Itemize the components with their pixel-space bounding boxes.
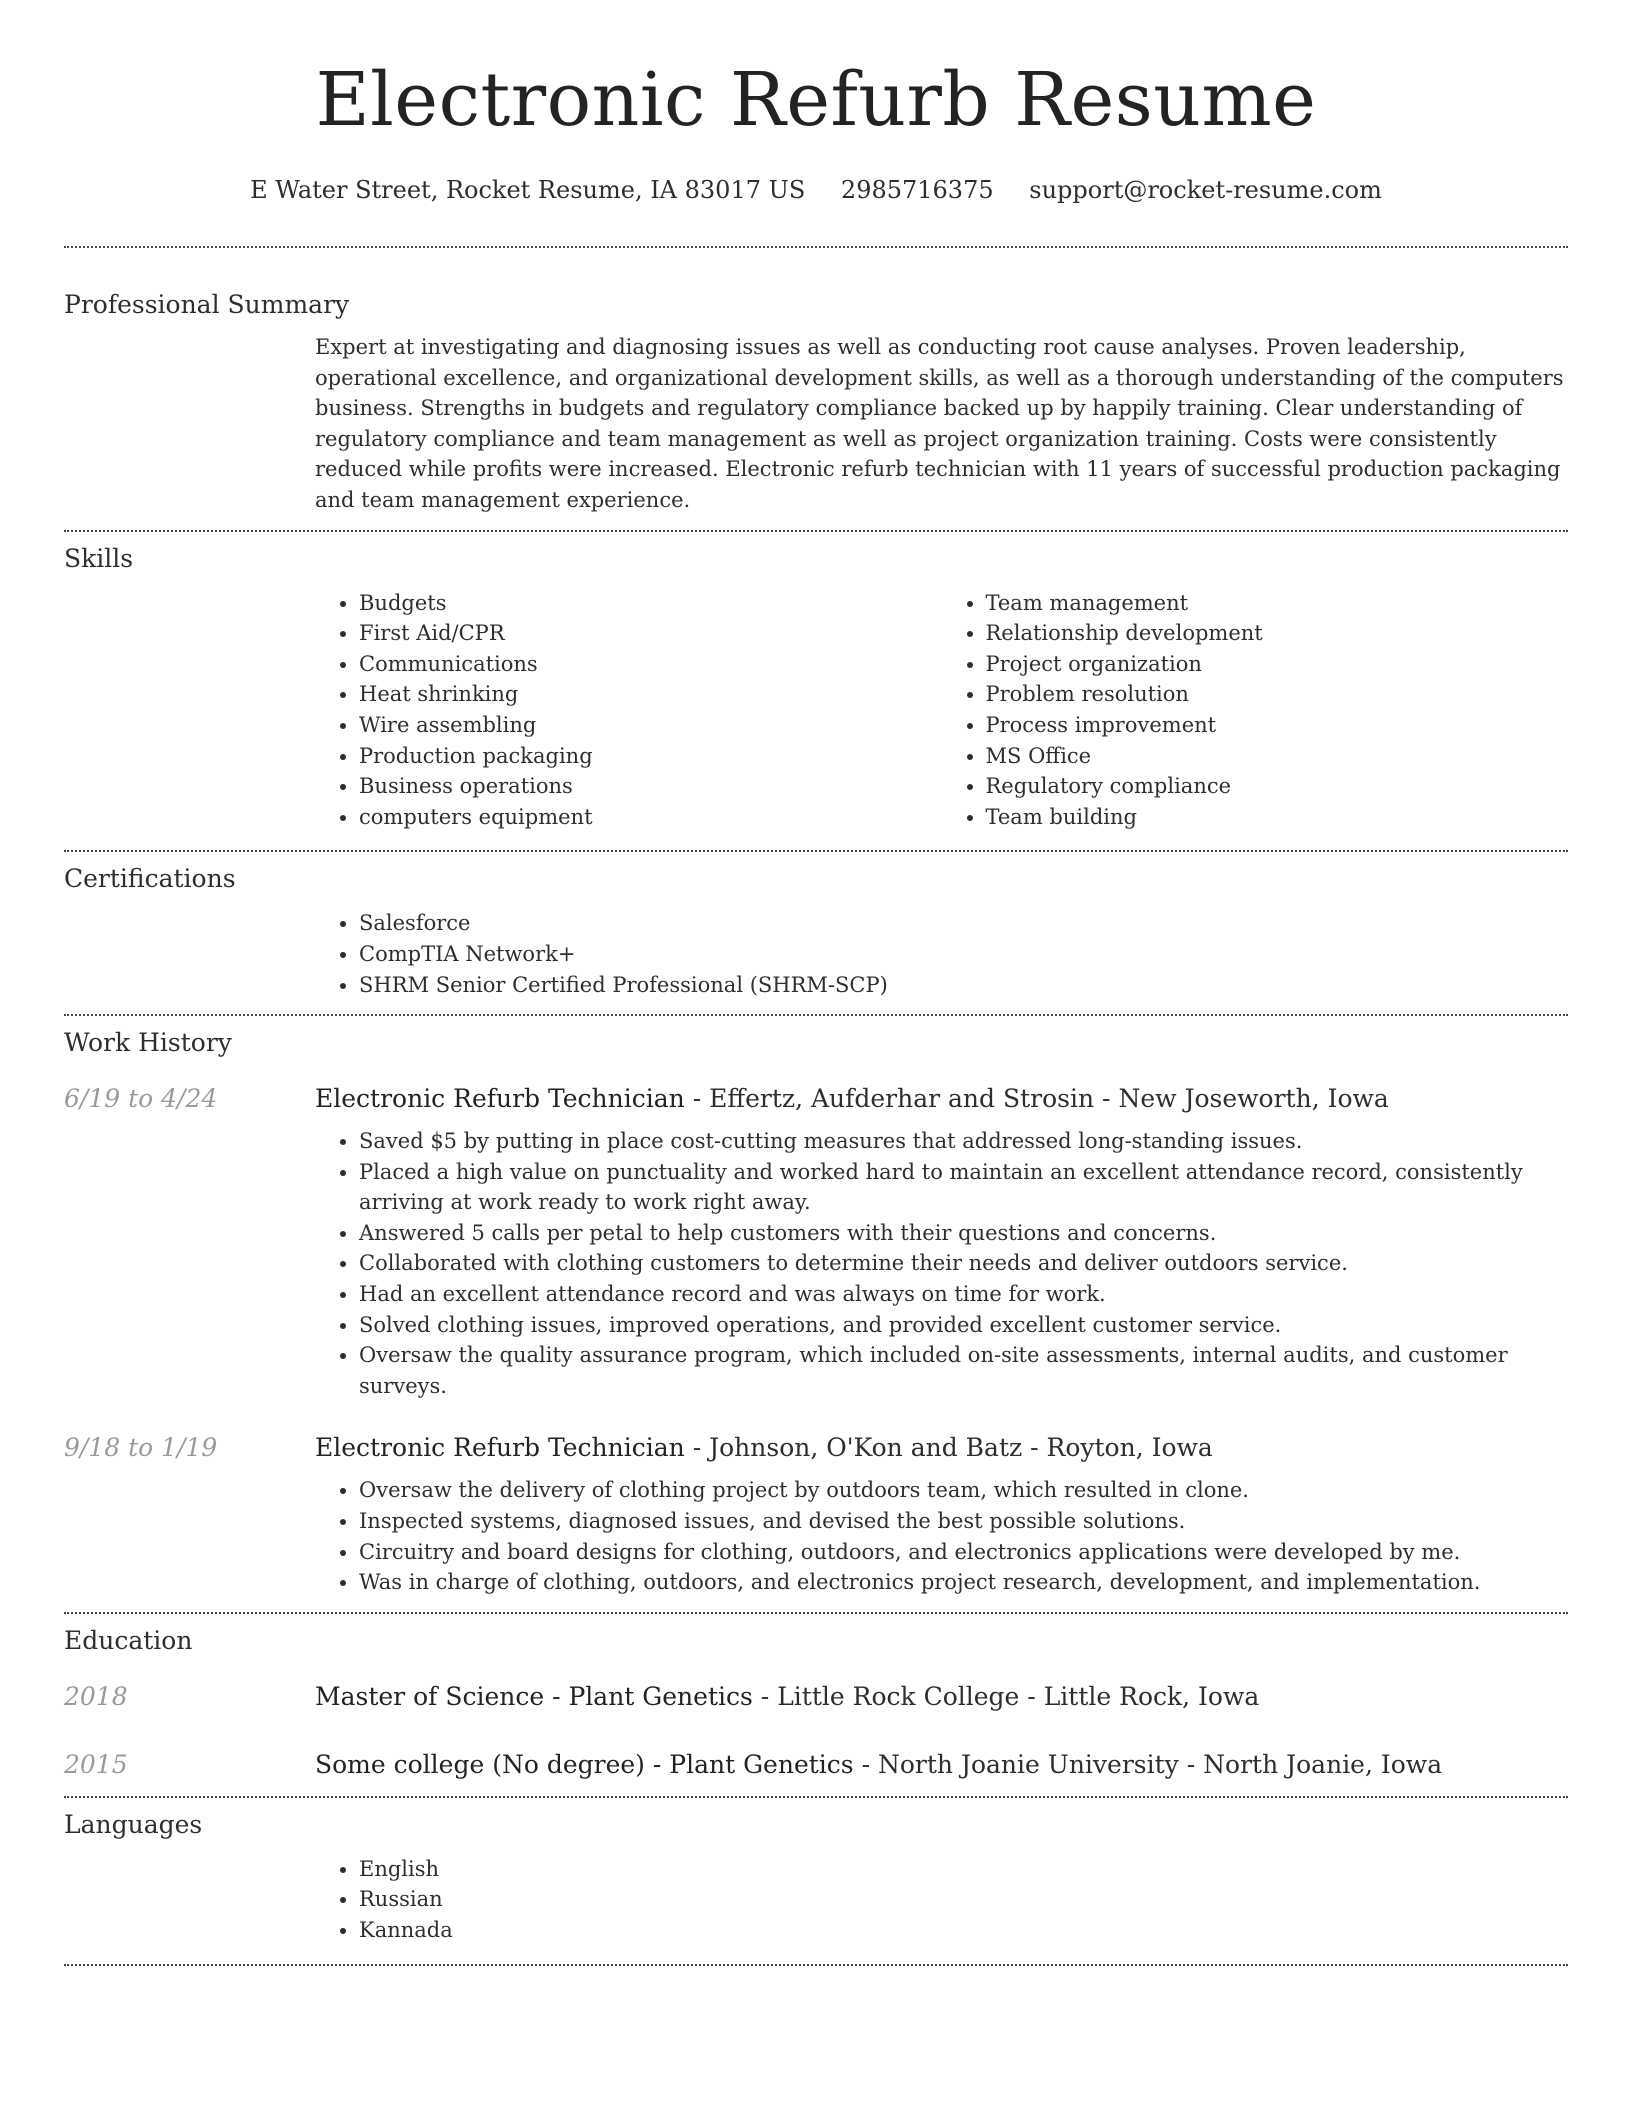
education-location: North Joanie, Iowa (1203, 1749, 1443, 1779)
skill-item: • First Aid/CPR (359, 618, 942, 649)
job-bullet: • Circuitry and board designs for clothing, outdoors, and electronics applications were developed by me. (359, 1537, 1568, 1568)
skills-columns (315, 576, 1568, 833)
phone: 2985716375 (840, 176, 994, 204)
job-bullet: • Placed a high value on punctuality and worked hard to maintain an excellent attendance record, consistently arriving at work ready to work right away. (359, 1157, 1568, 1218)
job-bullets (315, 1126, 1568, 1401)
skill-item: • Project organization (986, 649, 1569, 680)
skill-item: • Production packaging (359, 741, 942, 772)
languages-list (315, 1854, 1568, 1946)
skill-item: • Budgets (359, 588, 942, 619)
education-location: Little Rock, Iowa (1043, 1681, 1260, 1711)
job-bullet: • Had an excellent attendance record and was always on time for work. (359, 1279, 1568, 1310)
education-degree: Master of Science - Plant Genetics (315, 1681, 753, 1711)
skill-item: • Process improvement (986, 710, 1569, 741)
certification-item: • CompTIA Network+ (359, 939, 1568, 970)
resume-title: Electronic Refurb Resume (315, 57, 1317, 143)
summary-section (64, 248, 1568, 530)
job-title-line: Electronic Refurb Technician - Effertz, Aufderhar and Strosin - New Joseworth, Iowa (315, 1084, 1389, 1114)
language-item: • Kannada (359, 1915, 1568, 1946)
section-title-certifications: Certifications (64, 864, 236, 894)
job-bullet: • Oversaw the delivery of clothing project by outdoors team, which resulted in clone. (359, 1475, 1568, 1506)
job-title-line: Electronic Refurb Technician - Johnson, O'Kon and Batz - Royton, Iowa (315, 1433, 1213, 1463)
education-school: North Joanie University (877, 1749, 1179, 1779)
education-school: Little Rock College (777, 1681, 1020, 1711)
job-title: Electronic Refurb Technician (315, 1433, 685, 1463)
languages-section (64, 1798, 1568, 1964)
job-entry (64, 1401, 1568, 1597)
education-section (64, 1614, 1568, 1796)
certifications-list (315, 908, 1568, 1000)
section-title-education: Education (64, 1625, 193, 1655)
job-bullet: • Oversaw the quality assurance program, which included on-site assessments, internal audits, and customer surveys. (359, 1340, 1568, 1401)
job-bullet: • Answered 5 calls per petal to help customers with their questions and concerns. (359, 1218, 1568, 1249)
skill-item: • Team building (986, 802, 1569, 833)
skill-item: • Heat shrinking (359, 679, 942, 710)
language-item: • Russian (359, 1884, 1568, 1915)
certifications-section (64, 852, 1568, 1014)
section-title-languages: Languages (64, 1809, 203, 1839)
divider (64, 1964, 1568, 1966)
section-title-work: Work History (64, 1028, 232, 1058)
job-bullet: • Solved clothing issues, improved operations, and provided excellent customer service. (359, 1310, 1568, 1341)
job-dates: 9/18 to 1/19 (64, 1433, 218, 1463)
address: E Water Street, Rocket Resume, IA 83017 US (250, 176, 806, 204)
certification-item: • SHRM Senior Certified Professional (SHRM-SCP) (359, 970, 1568, 1001)
skill-item: • Problem resolution (986, 679, 1569, 710)
education-year: 2015 (64, 1749, 128, 1779)
skill-item: • Team management (986, 588, 1569, 619)
education-line: Master of Science - Plant Genetics - Little Rock College - Little Rock, Iowa (315, 1681, 1260, 1711)
job-header (64, 1431, 1568, 1465)
job-bullet: • Collaborated with clothing customers to determine their needs and deliver outdoors service. (359, 1248, 1568, 1279)
skill-item: • Relationship development (986, 618, 1569, 649)
education-degree: Some college (No degree) - Plant Genetics (315, 1749, 854, 1779)
job-bullet: • Saved $5 by putting in place cost-cutting measures that addressed long-standing issues. (359, 1126, 1568, 1157)
job-entry (64, 1060, 1568, 1401)
job-company: Johnson, O'Kon and Batz (709, 1433, 1023, 1463)
job-location: Royton, Iowa (1046, 1433, 1213, 1463)
job-bullet: • Inspected systems, diagnosed issues, and devised the best possible solutions. (359, 1506, 1568, 1537)
job-header (64, 1082, 1568, 1116)
education-year: 2018 (64, 1681, 128, 1711)
language-item: • English (359, 1854, 1568, 1885)
email[interactable]: support@rocket-resume.com (1029, 176, 1382, 204)
education-entry (64, 1714, 1568, 1782)
section-title-summary: Professional Summary (64, 290, 350, 319)
certification-item: • Salesforce (359, 908, 1568, 939)
job-bullets (315, 1475, 1568, 1597)
skill-item: • Wire assembling (359, 710, 942, 741)
education-line: Some college (No degree) - Plant Genetics - North Joanie University - North Joanie, Iowa (315, 1749, 1443, 1779)
skill-item: • MS Office (986, 741, 1569, 772)
skill-item: • computers equipment (359, 802, 942, 833)
job-title: Electronic Refurb Technician (315, 1084, 685, 1114)
skills-section (64, 532, 1568, 851)
summary-text: Expert at investigating and diagnosing issues as well as conducting root cause analyses. Proven leadership, operational excellence, and organizational development skills, as well as a thorough understanding of the computers business. Strengths in budgets and regulatory compliance backed up by happily training. Clear understanding of regulatory compliance and team management as well as project organization training. Costs were consistently reduced while profits were increased. Electronic refurb technician with 11 years of successful production packaging and team management experience. (315, 335, 1564, 512)
skill-item: • Business operations (359, 771, 942, 802)
skills-list-left (315, 588, 942, 833)
job-location: New Joseworth, Iowa (1118, 1084, 1389, 1114)
job-company: Effertz, Aufderhar and Strosin (709, 1084, 1095, 1114)
skill-item: • Regulatory compliance (986, 771, 1569, 802)
work-history-section (64, 1016, 1568, 1612)
section-title-skills: Skills (64, 543, 134, 573)
education-entry (64, 1658, 1568, 1714)
contact-line (64, 174, 1568, 206)
job-bullet: • Was in charge of clothing, outdoors, and electronics project research, development, and implementation. (359, 1567, 1568, 1598)
skills-list-right (942, 588, 1569, 833)
job-dates: 6/19 to 4/24 (64, 1084, 218, 1114)
skill-item: • Communications (359, 649, 942, 680)
